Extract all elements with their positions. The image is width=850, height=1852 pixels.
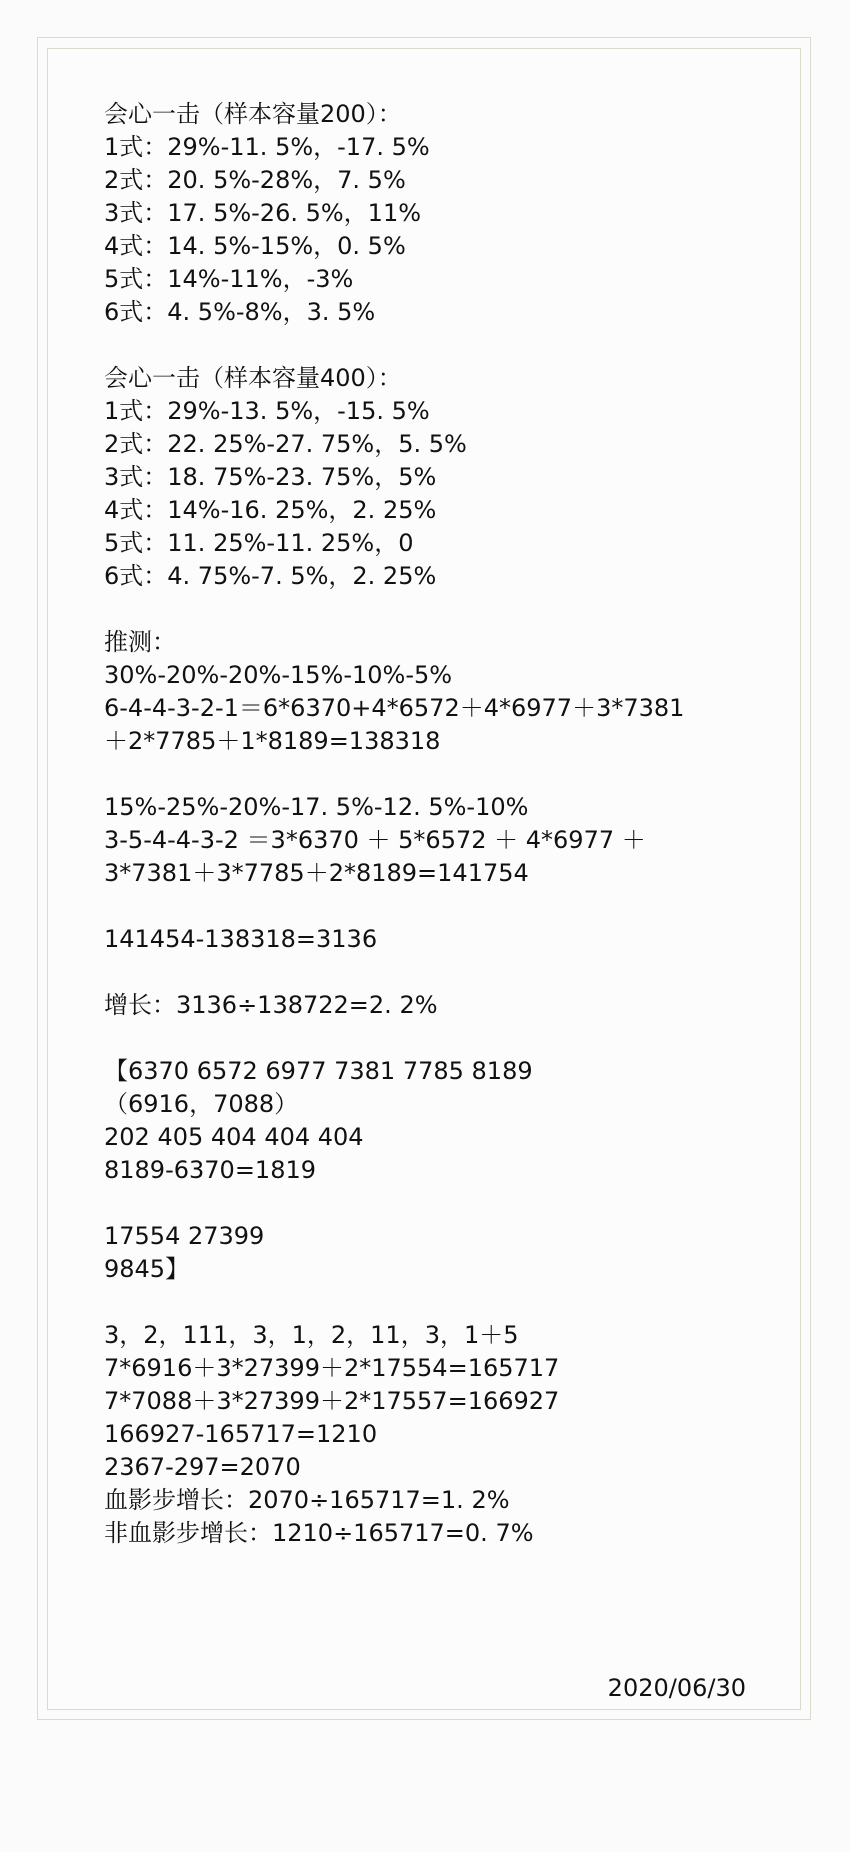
text-line: 17554 27399: [104, 1222, 265, 1250]
section-final-calc: [104, 1319, 764, 1550]
text-line: 非血影步增长：1210÷165717=0. 7%: [104, 1519, 534, 1547]
text-line: 增长：3136÷138722=2. 2%: [104, 991, 438, 1019]
text-line: 8189-6370=1819: [104, 1156, 317, 1184]
text-line: 2367-297=2070: [104, 1453, 301, 1481]
text-line: 1式：29%-13. 5%，-15. 5%: [104, 397, 430, 425]
section-crit-200: [104, 98, 764, 329]
text-line: 7*6916＋3*27399＋2*17554=165717: [104, 1354, 560, 1382]
text-line: （6916，7088）: [104, 1090, 299, 1118]
text-line: 6式：4. 75%-7. 5%，2. 25%: [104, 562, 437, 590]
note-content: [104, 98, 764, 1550]
section-crit-400: [104, 362, 764, 593]
section-values: [104, 1055, 764, 1187]
section-difference: [104, 923, 764, 956]
section-heading: 推测：: [104, 628, 176, 656]
text-line: 3，2，111，3，1，2，11，3，1＋5: [104, 1321, 519, 1349]
text-line: 5式：14%-11%，-3%: [104, 265, 354, 293]
text-line: 1式：29%-11. 5%，-17. 5%: [104, 133, 430, 161]
text-line: 2式：22. 25%-27. 75%，5. 5%: [104, 430, 467, 458]
section-estimate: [104, 626, 764, 758]
blank-line: [104, 593, 764, 626]
text-line: ＋2*7785＋1*8189=138318: [104, 727, 441, 755]
note-date: 2020/06/30: [607, 1674, 746, 1702]
blank-line: [104, 1022, 764, 1055]
blank-line: [104, 758, 764, 791]
text-line: 166927-165717=1210: [104, 1420, 378, 1448]
blank-line: [104, 956, 764, 989]
section-values-2: [104, 1220, 764, 1286]
blank-line: [104, 329, 764, 362]
section-heading: 会心一击（样本容量200）：: [104, 100, 402, 128]
text-line: 2式：20. 5%-28%，7. 5%: [104, 166, 406, 194]
text-line: 血影步增长：2070÷165717=1. 2%: [104, 1486, 510, 1514]
text-line: 5式：11. 25%-11. 25%，0: [104, 529, 414, 557]
section-growth: [104, 989, 764, 1022]
blank-line: [104, 1286, 764, 1319]
text-line: 202 405 404 404 404: [104, 1123, 364, 1151]
text-line: 15%-25%-20%-17. 5%-12. 5%-10%: [104, 793, 529, 821]
section-estimate-2: [104, 791, 764, 890]
blank-line: [104, 890, 764, 923]
text-line: 141454-138318=3136: [104, 925, 378, 953]
text-line: 7*7088＋3*27399＋2*17557=166927: [104, 1387, 560, 1415]
text-line: 【6370 6572 6977 7381 7785 8189: [104, 1057, 533, 1085]
text-line: 6-4-4-3-2-1＝6*6370+4*6572＋4*6977＋3*7381: [104, 694, 685, 722]
text-line: 4式：14%-16. 25%，2. 25%: [104, 496, 437, 524]
blank-line: [104, 1187, 764, 1220]
text-line: 9845】: [104, 1255, 190, 1283]
text-line: 3*7381＋3*7785＋2*8189=141754: [104, 859, 529, 887]
text-line: 3式：17. 5%-26. 5%，11%: [104, 199, 422, 227]
text-line: 3-5-4-4-3-2 ＝3*6370 ＋ 5*6572 ＋ 4*6977 ＋: [104, 826, 646, 854]
text-line: 4式：14. 5%-15%，0. 5%: [104, 232, 406, 260]
text-line: 30%-20%-20%-15%-10%-5%: [104, 661, 453, 689]
text-line: 3式：18. 75%-23. 75%，5%: [104, 463, 437, 491]
text-line: 6式：4. 5%-8%，3. 5%: [104, 298, 376, 326]
section-heading: 会心一击（样本容量400）：: [104, 364, 402, 392]
